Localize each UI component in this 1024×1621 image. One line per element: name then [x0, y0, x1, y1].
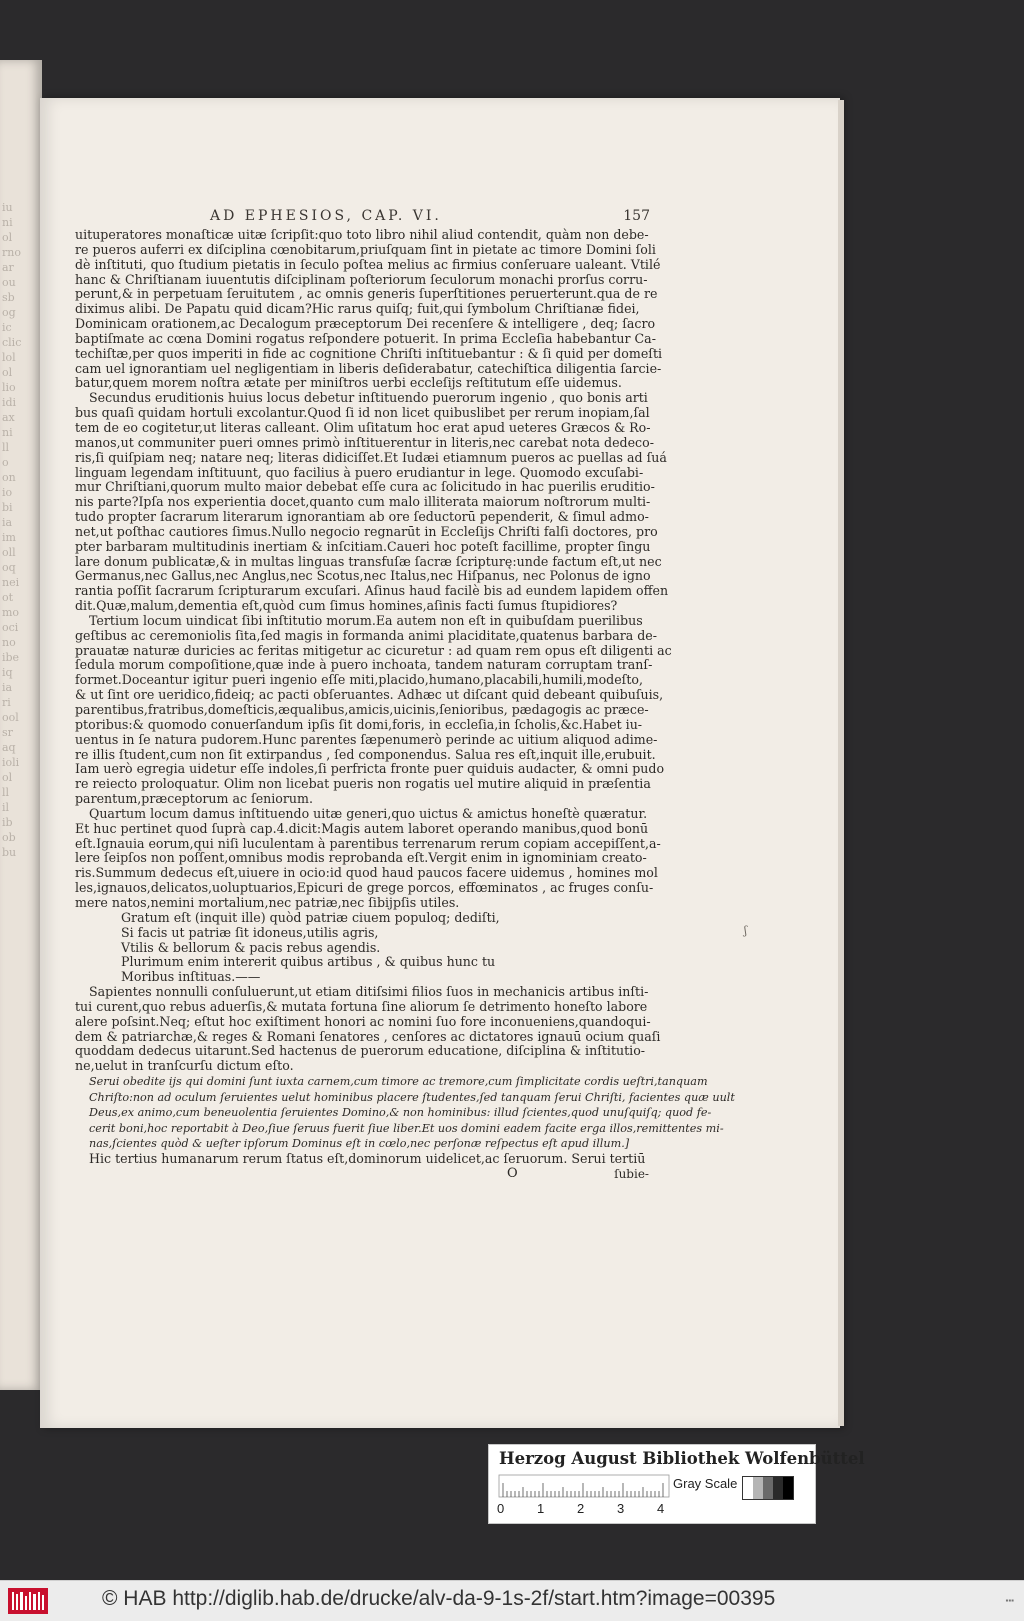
- library-color-card: [488, 1444, 865, 1524]
- text-line: lere ſeipſos non poſſent,omnibus modis reprobanda eſt.Vergit enim in ignominiam creato-: [75, 850, 647, 866]
- text-line: parentum,præceptorum ac ſeniorum.: [75, 791, 313, 807]
- text-line: nis parte?Ipſa nos experientia docet,quanto cum malo illiterata maiorum noſtrorum multi-: [75, 494, 651, 510]
- text-line: geſtibus ac ceremoniolis ſita,ſed magis in formanda animi placiditate,quatenus barbara de-: [75, 627, 658, 643]
- bleed-fragment: ic: [2, 321, 12, 334]
- bleed-fragment: io: [2, 486, 13, 499]
- page-fore-edge: [838, 100, 844, 1426]
- swatch-black: [783, 1477, 793, 1499]
- bleed-fragment: iu: [2, 201, 13, 214]
- bleed-fragment: clic: [2, 336, 22, 349]
- swatch-white: [743, 1477, 753, 1499]
- bleed-fragment: ia: [2, 681, 13, 694]
- signature-row: [75, 1167, 649, 1183]
- text-line: dem & patriarchæ,& reges & Romani ſenatores , cenſores ac dictatores ignauū ocium quaſi: [75, 1028, 661, 1044]
- text-line: Secundus eruditionis huius locus debetur inſtituendo puerorum ingenio , quo bonis arti: [89, 390, 648, 406]
- bleed-fragment: ol: [2, 231, 13, 244]
- bleed-fragment: og: [2, 306, 16, 319]
- text-line: re pueros auferri ex diſciplina cœnobitarum,priuſquam ſint in pietate ac timore Domini ſoli: [75, 241, 656, 257]
- bleed-fragment: ioli: [2, 756, 20, 769]
- footer-dots: ▪▪▪: [1005, 1596, 1014, 1605]
- text-line: les,ignauos,delicatos,uoluptuarios,Epicuri de grege porcos, effœminatos , ac fruges conſu-: [75, 880, 654, 896]
- bleed-fragment: nei: [2, 576, 20, 589]
- text-line: ris.Summum dedecus eſt,uiuere in ocio:id quod haud paucos facere uidemus , homines mol: [75, 865, 658, 881]
- bleed-fragment: bu: [2, 846, 17, 859]
- bleed-fragment: ibe: [2, 651, 20, 664]
- text-line: quoddam dedecus uitarunt.Sed hactenus de puerorum educatione, diſciplina & inſtitutio-: [75, 1043, 646, 1059]
- bleed-fragment: oq: [2, 561, 16, 574]
- bleed-fragment: mo: [2, 606, 20, 619]
- text-line: bus quaſi quidam hortuli excolantur.Quod ſi id non licet quibuslibet per rerum inopiam,ſal: [75, 405, 650, 421]
- text-line: Plurimum enim intererit quibus artibus , & quibus hunc tu: [121, 954, 496, 970]
- bleed-fragment: ll: [2, 441, 10, 454]
- ruler-number-1: 1: [537, 1501, 545, 1516]
- quotation-line: nas,ſcientes quòd & ueſter ipſorum Dominus eſt in cœlo,nec perſonæ reſpectus eſt apud illum.]: [89, 1137, 630, 1151]
- body-text: [75, 227, 735, 1183]
- text-line: Sapientes nonnulli conſuluerunt,ut etiam ditiſsimi filios ſuos in mechanicis artibus inſti-: [89, 984, 649, 1000]
- bleed-fragment: ri: [2, 696, 11, 709]
- text-line: lare donum publicatæ,& in multas linguas transfuſæ ſacræ ſcripturę:unde factum eſt,ut nec: [75, 553, 662, 569]
- text-line: re illis ſtudent,cum non ſit extirpandus , ſed componendus. Salua res eſt,inquit ille,erubuit.: [75, 746, 656, 762]
- text-line: parentibus,fratribus,domeſticis,æqualibus,amicis,uicinis,ſenioribus, pædagogis ac præce-: [75, 702, 649, 717]
- text-line: dè inſtituti, quo ſtudium pietatis in ſeculo poſtea melius ac firmius conſeruare ualeant. Vtilé: [75, 256, 661, 272]
- bleed-fragment: im: [2, 531, 16, 544]
- bleed-fragment: idi: [2, 396, 17, 409]
- text-line: Iam uerò egregia uidetur eſſe indoles,ſi perfricta fronte puer quiduis audacter, & omni pudo: [75, 761, 665, 777]
- ruler-number-0: 0: [497, 1501, 505, 1516]
- text-line: diximus alibi. De Papatu quid dicam?Hic rarus quiſq; fuit,qui ſymbolum Chriſtianæ fidei,: [75, 301, 640, 317]
- text-line: Et huc pertinet quod ſuprà cap.4.dicit:Magis autem laboret operando manibus,quod bonū: [75, 820, 649, 836]
- text-line: hanc & Chriſtianam iuuentutis diſciplinam poſteriorum ſeculorum monachi prorſus corru-: [75, 271, 648, 287]
- quotation-line: Chriſto:non ad oculum ſeruientes uelut hominibus placere ſtudentes,ſed tanquam ſerui Chriſti, facientes quæ uult: [89, 1090, 735, 1104]
- bleed-fragment: o: [2, 456, 9, 469]
- text-line: uentus in ſe natura pudorem.Hunc parentes ſæpenumerò perinde ac uitium aliquod adime-: [75, 731, 658, 747]
- bleed-fragment: lol: [2, 351, 16, 364]
- quotation-line: Deus,ex animo,cum beneuolentia ſeruientes Domino,& non hominibus: illud ſcientes,quod unuſquiſq; quod fe-: [89, 1106, 712, 1120]
- bleed-fragment: ot: [2, 591, 14, 604]
- text-line: perunt,& in perpetuam ſeruitutem , ac omnis generis ſuperſtitiones peruerterunt.qua de re: [75, 286, 658, 302]
- bleed-fragment: ia: [2, 516, 13, 529]
- text-line: Germanus,nec Gallus,nec Anglus,nec Scotus,nec Italus,nec Hiſpanus, nec Polonus de igno: [75, 568, 651, 584]
- last-line: Hic tertius humanarum rerum ſtatus eſt,dominorum uidelicet,ac ſeruorum. Serui tertiū: [89, 1151, 646, 1167]
- margin-mark: ʃ: [744, 924, 747, 937]
- ruler-number-3: 3: [617, 1501, 625, 1516]
- bleed-fragment: ol: [2, 771, 13, 784]
- ruler-scale: [499, 1475, 669, 1497]
- text-line: ris,ſi quiſpiam neq; natare neq; literas didiciſſet.Et Iudæi etiamnum pueros ac puellas ad ſuá: [75, 449, 667, 465]
- page-number: 157: [623, 208, 650, 224]
- scripture-quotation: [75, 1074, 735, 1152]
- text-line: eſt.Ignauia eorum,qui niſi luculentam à parentibus terrenarum rerum copiam accepiſſent,a-: [75, 835, 661, 851]
- bleed-fragment: ni: [2, 426, 13, 439]
- text-line: techiſtæ,per quos imperiti in fide ac cognitione Chriſti inſtituebantur : & ſi quid per domeſti: [75, 345, 663, 361]
- text-line: rantia poſſit ſacrarum ſcripturarum excuſari. Aſinus haud facilè bis ad eundem lapidem offen: [75, 583, 669, 599]
- running-head-title: AD EPHESIOS, CAP. VI.: [210, 208, 442, 224]
- running-head: [210, 208, 650, 224]
- text-line: ptoribus:& quomodo conuerſandum ipſis ſit domi,foris, in eccleſia,in ſcholis,&c.Habet iu-: [75, 716, 643, 732]
- bleed-fragment: ib: [2, 816, 13, 829]
- bleed-fragment: sr: [2, 726, 13, 739]
- text-line: prauatæ naturæ duricies ac feritas mitigetur ac cicuretur : ad quam rem opus eſt diligenti ac: [75, 642, 672, 658]
- signature-mark: O: [507, 1165, 518, 1181]
- text-line: mere natos,nemini mortalium,nec patriæ,nec ſibijpſis utiles.: [75, 894, 460, 910]
- text-line: linguam legendam inſtituunt, quo facilius à puero erudiantur in lege. Quomodo excuſabi-: [75, 464, 644, 480]
- text-line: re reiecto proloquatur. Olim non licebat pueris non rogatis uel mutire aliquid in præſentia: [75, 776, 651, 792]
- text-line: ne,uelut in tranſcurſu dictum eſto.: [75, 1058, 294, 1074]
- text-line: Quartum locum damus inſtituendo uitæ generi,quo uictus & amictus honeſtè quæratur.: [89, 805, 648, 821]
- text-line: & ut ſint ore ueridico,fideiq; ac pacti obſeruantes. Adhæc ut diſcant quid debeant quibuſuis,: [75, 687, 664, 703]
- main-text-lines: [75, 227, 672, 1074]
- bleed-fragment: ool: [2, 711, 19, 724]
- text-line: dit.Quæ,malum,dementia eſt,quòd cum ſimus homines,aſinis facti ſumus ſtupidiores?: [75, 598, 618, 614]
- bleed-fragment: no: [2, 636, 16, 649]
- bleed-fragment: ob: [2, 831, 16, 844]
- text-line: tudo propter ſacrarum literarum ignorantiam ab ore ſeductorū pependerit, & ſimul admo-: [75, 509, 649, 525]
- bleed-fragment: lio: [2, 381, 16, 394]
- hab-logo-icon[interactable]: [8, 1588, 48, 1614]
- text-line: Moribus inſtituas.——: [121, 969, 261, 985]
- text-line: manos,ut communiter pueri omnes primò inſtituerentur in literis,nec carebat nota dedeco-: [75, 434, 654, 450]
- swatch-near-black: [773, 1477, 783, 1499]
- catchword: ſubie-: [614, 1166, 649, 1181]
- ruler-number-2: 2: [577, 1501, 585, 1516]
- text-line: baptiſmate ac cœna Domini rogatus reſpondere potuerit. In prima Eccleſia habebantur Ca-: [75, 330, 656, 346]
- text-line: tui curent,quo rebus aduerſis,& mutata fortuna ſine aliorum ſe detrimento honeſto labore: [75, 998, 648, 1014]
- bleed-fragment: ll: [2, 786, 10, 799]
- gray-scale-label: Gray Scale: [673, 1476, 738, 1491]
- text-line: Vtilis & bellorum & pacis rebus agendis.: [121, 939, 381, 955]
- text-line: Si facis ut patriæ ſit idoneus,utilis agris,: [121, 924, 379, 940]
- bleed-fragment: ol: [2, 366, 13, 379]
- bleed-fragment: ou: [2, 276, 16, 289]
- bleed-fragment: oci: [2, 621, 19, 634]
- bleed-fragment: aq: [2, 741, 16, 754]
- bleed-fragment: ax: [2, 411, 15, 424]
- copyright-url[interactable]: © HAB http://diglib.hab.de/drucke/alv-da-9-1s-2f/start.htm?image=00395: [102, 1587, 776, 1610]
- quotation-line: cerit boni,hoc reportabit à Deo,ſiue ſeruus fuerit ſiue liber.Et uos domini eadem facite erga illos,remittentes mi-: [89, 1121, 724, 1135]
- text-line: pter barbaram multitudinis inertiam & inſcitiam.Caueri hoc poteſt facillime, propter ſingu: [75, 538, 651, 554]
- bleed-fragment: ni: [2, 216, 13, 229]
- library-name: Herzog August Bibliothek Wolfenbüttel: [499, 1449, 865, 1468]
- swatch-light-gray: [753, 1477, 763, 1499]
- bleed-fragment: il: [2, 801, 10, 814]
- viewer-footer: [0, 1580, 1024, 1621]
- text-line: Dominicam orationem,ac Decalogum præceptorum Dei recenſere & intelligere , deq; ſacro: [75, 316, 656, 332]
- bleed-fragment: iq: [2, 666, 13, 679]
- text-line: tem de eo cogitetur,ut literas calleant. Olim uſitatum hoc erat apud ueteres Græcos & Ro-: [75, 419, 651, 435]
- text-line: formet.Doceantur igitur pueri ingenio eſſe miti,placido,humano,placabili,humili,modeſto,: [75, 672, 643, 688]
- text-line: Tertium locum uindicat ſibi inſtitutio morum.Ea autem non eſt in quibuſdam puerilibus: [89, 612, 643, 628]
- ruler-number-4: 4: [657, 1501, 665, 1516]
- left-page-bleed-text: [0, 200, 42, 1200]
- text-line: uituperatores monaſticæ uitæ ſcripſit:quo toto libro nihil aliud contendit, quàm non debe-: [75, 227, 649, 242]
- bleed-fragment: sb: [2, 291, 15, 304]
- bleed-fragment: rno: [2, 246, 21, 259]
- bleed-fragment: bi: [2, 501, 13, 514]
- bleed-fragment: on: [2, 471, 16, 484]
- text-line: batur,quem morem noſtra ætate per miniſtros uerbi eccleſijs reſtitutum eſſe uidemus.: [75, 375, 622, 391]
- text-line: alere poſsint.Neq; eſtut hoc exiſtiment honori ac nomini ſuo fore inconueniens,quandoqui-: [75, 1013, 651, 1029]
- text-line: Gratum eſt (inquit ille) quòd patriæ ciuem populoq; dediſti,: [121, 909, 500, 925]
- text-line: ſedula morum compoſitione,quæ inde à puero inchoata, tandem naturam corruptam tranſ-: [75, 657, 653, 673]
- bleed-fragment: oll: [2, 546, 16, 559]
- swatch-dark-gray: [763, 1477, 773, 1499]
- text-line: mur Chriſtiani,quorum multo maior debebat eſſe cura ac ſolicitudo in hac puerilis eruditio-: [75, 479, 655, 495]
- bleed-fragment: ar: [2, 261, 14, 274]
- text-line: cam uel ignorantiam uel negligentiam in liberis deſiderabatur, catechiſtica diligentia ſarcie-: [75, 360, 662, 376]
- text-line: net,ut poſthac cautiores ſimus.Nullo negocio regnarūt in Eccleſijs Chriſti falſi doctores, pro: [75, 523, 658, 539]
- quotation-line: Serui obedite ijs qui domini ſunt iuxta carnem,cum timore ac tremore,cum ſimplicitate cordis ueſtri,tanquam: [89, 1075, 708, 1089]
